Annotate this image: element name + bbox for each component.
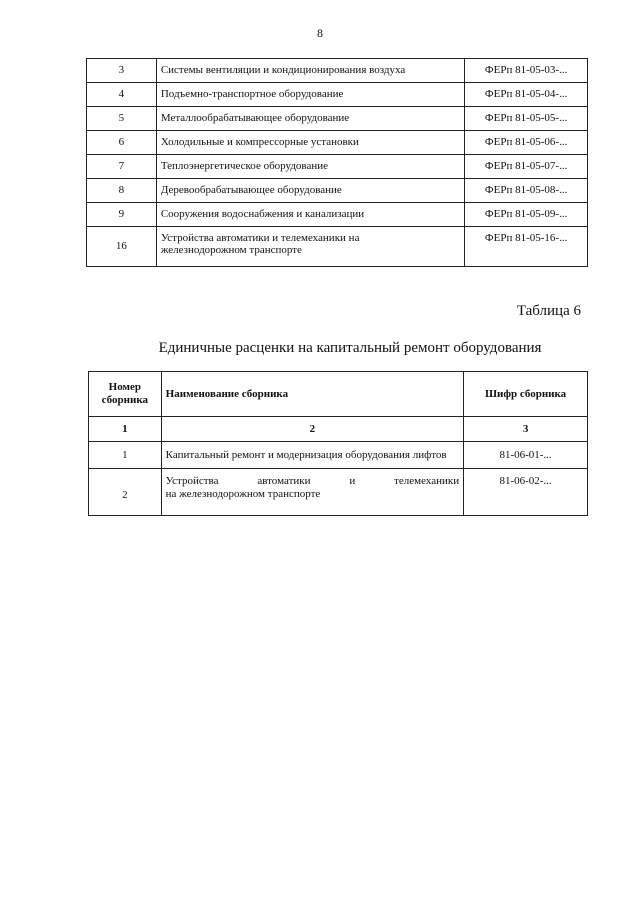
collection-name: Системы вентиляции и кондиционирования воздуха: [156, 59, 464, 83]
collection-name: Сооружения водоснабжения и канализации: [156, 203, 464, 227]
collection-code: ФЕРп 81-05-09-...: [465, 203, 588, 227]
word: телемеханики: [394, 475, 460, 487]
row-number: 4: [87, 83, 157, 107]
row-number: 1: [89, 442, 162, 469]
word: и: [349, 475, 356, 487]
collection-code: 81-06-01-...: [464, 442, 588, 469]
collection-code: ФЕРп 81-05-07-...: [465, 155, 588, 179]
table-row: [89, 469, 588, 516]
header-number: [89, 372, 162, 417]
row-number: 3: [87, 59, 157, 83]
column-index: 3: [464, 417, 588, 442]
collection-name: Капитальный ремонт и модернизация оборудования лифтов: [161, 442, 463, 469]
header-name: Наименование сборника: [161, 372, 463, 417]
page-number: 8: [317, 26, 323, 40]
table-row: [87, 179, 588, 203]
collection-code: ФЕРп 81-05-16-...: [465, 227, 588, 267]
row-number: 16: [87, 227, 157, 267]
word: автоматики: [257, 475, 311, 487]
collection-name-line2: железнодорожном транспорте: [160, 244, 302, 256]
row-number: 7: [87, 155, 157, 179]
collection-name: Деревообрабатывающее оборудование: [156, 179, 464, 203]
collection-name: Металлообрабатывающее оборудование: [156, 107, 464, 131]
header-number-line2: сборника: [101, 394, 148, 406]
collection-code: ФЕРп 81-05-06-...: [465, 131, 588, 155]
table-title: Единичные расценки на капитальный ремонт оборудования: [158, 340, 542, 356]
row-number: 5: [87, 107, 157, 131]
continuation-table: [86, 58, 588, 267]
collection-name: [156, 227, 464, 267]
table-row: [89, 442, 588, 469]
collection-name: Теплоэнергетическое оборудование: [156, 155, 464, 179]
row-number: 8: [87, 179, 157, 203]
table-header-row: [89, 372, 588, 417]
row-number: 6: [87, 131, 157, 155]
table-6: [88, 371, 588, 516]
table-row: [87, 83, 588, 107]
column-index: 1: [89, 417, 162, 442]
table-row: [87, 227, 588, 267]
column-index: 2: [161, 417, 463, 442]
table-caption: Таблица 6: [516, 303, 581, 319]
row-number: 2: [89, 469, 162, 516]
collection-code: ФЕРп 81-05-08-...: [465, 179, 588, 203]
collection-name: [161, 469, 463, 516]
collection-name: Подъемно-транспортное оборудование: [156, 83, 464, 107]
collection-name-line1: Устройства автоматики и телемеханики на: [160, 232, 360, 244]
table-row: [87, 131, 588, 155]
header-number-line1: Номер: [108, 381, 141, 393]
collection-name-line1: [166, 475, 459, 488]
row-number: 9: [87, 203, 157, 227]
table-row: [87, 203, 588, 227]
word: Устройства: [165, 475, 219, 487]
collection-code: 81-06-02-...: [464, 469, 588, 516]
table-row: [87, 155, 588, 179]
header-code: Шифр сборника: [464, 372, 588, 417]
collection-code: ФЕРп 81-05-05-...: [465, 107, 588, 131]
collection-name-line2: на железнодорожном транспорте: [165, 488, 321, 500]
column-index-row: [89, 417, 588, 442]
collection-code: ФЕРп 81-05-04-...: [465, 83, 588, 107]
table-row: [87, 59, 588, 83]
table-row: [87, 107, 588, 131]
collection-code: ФЕРп 81-05-03-...: [465, 59, 588, 83]
collection-name: Холодильные и компрессорные установки: [156, 131, 464, 155]
